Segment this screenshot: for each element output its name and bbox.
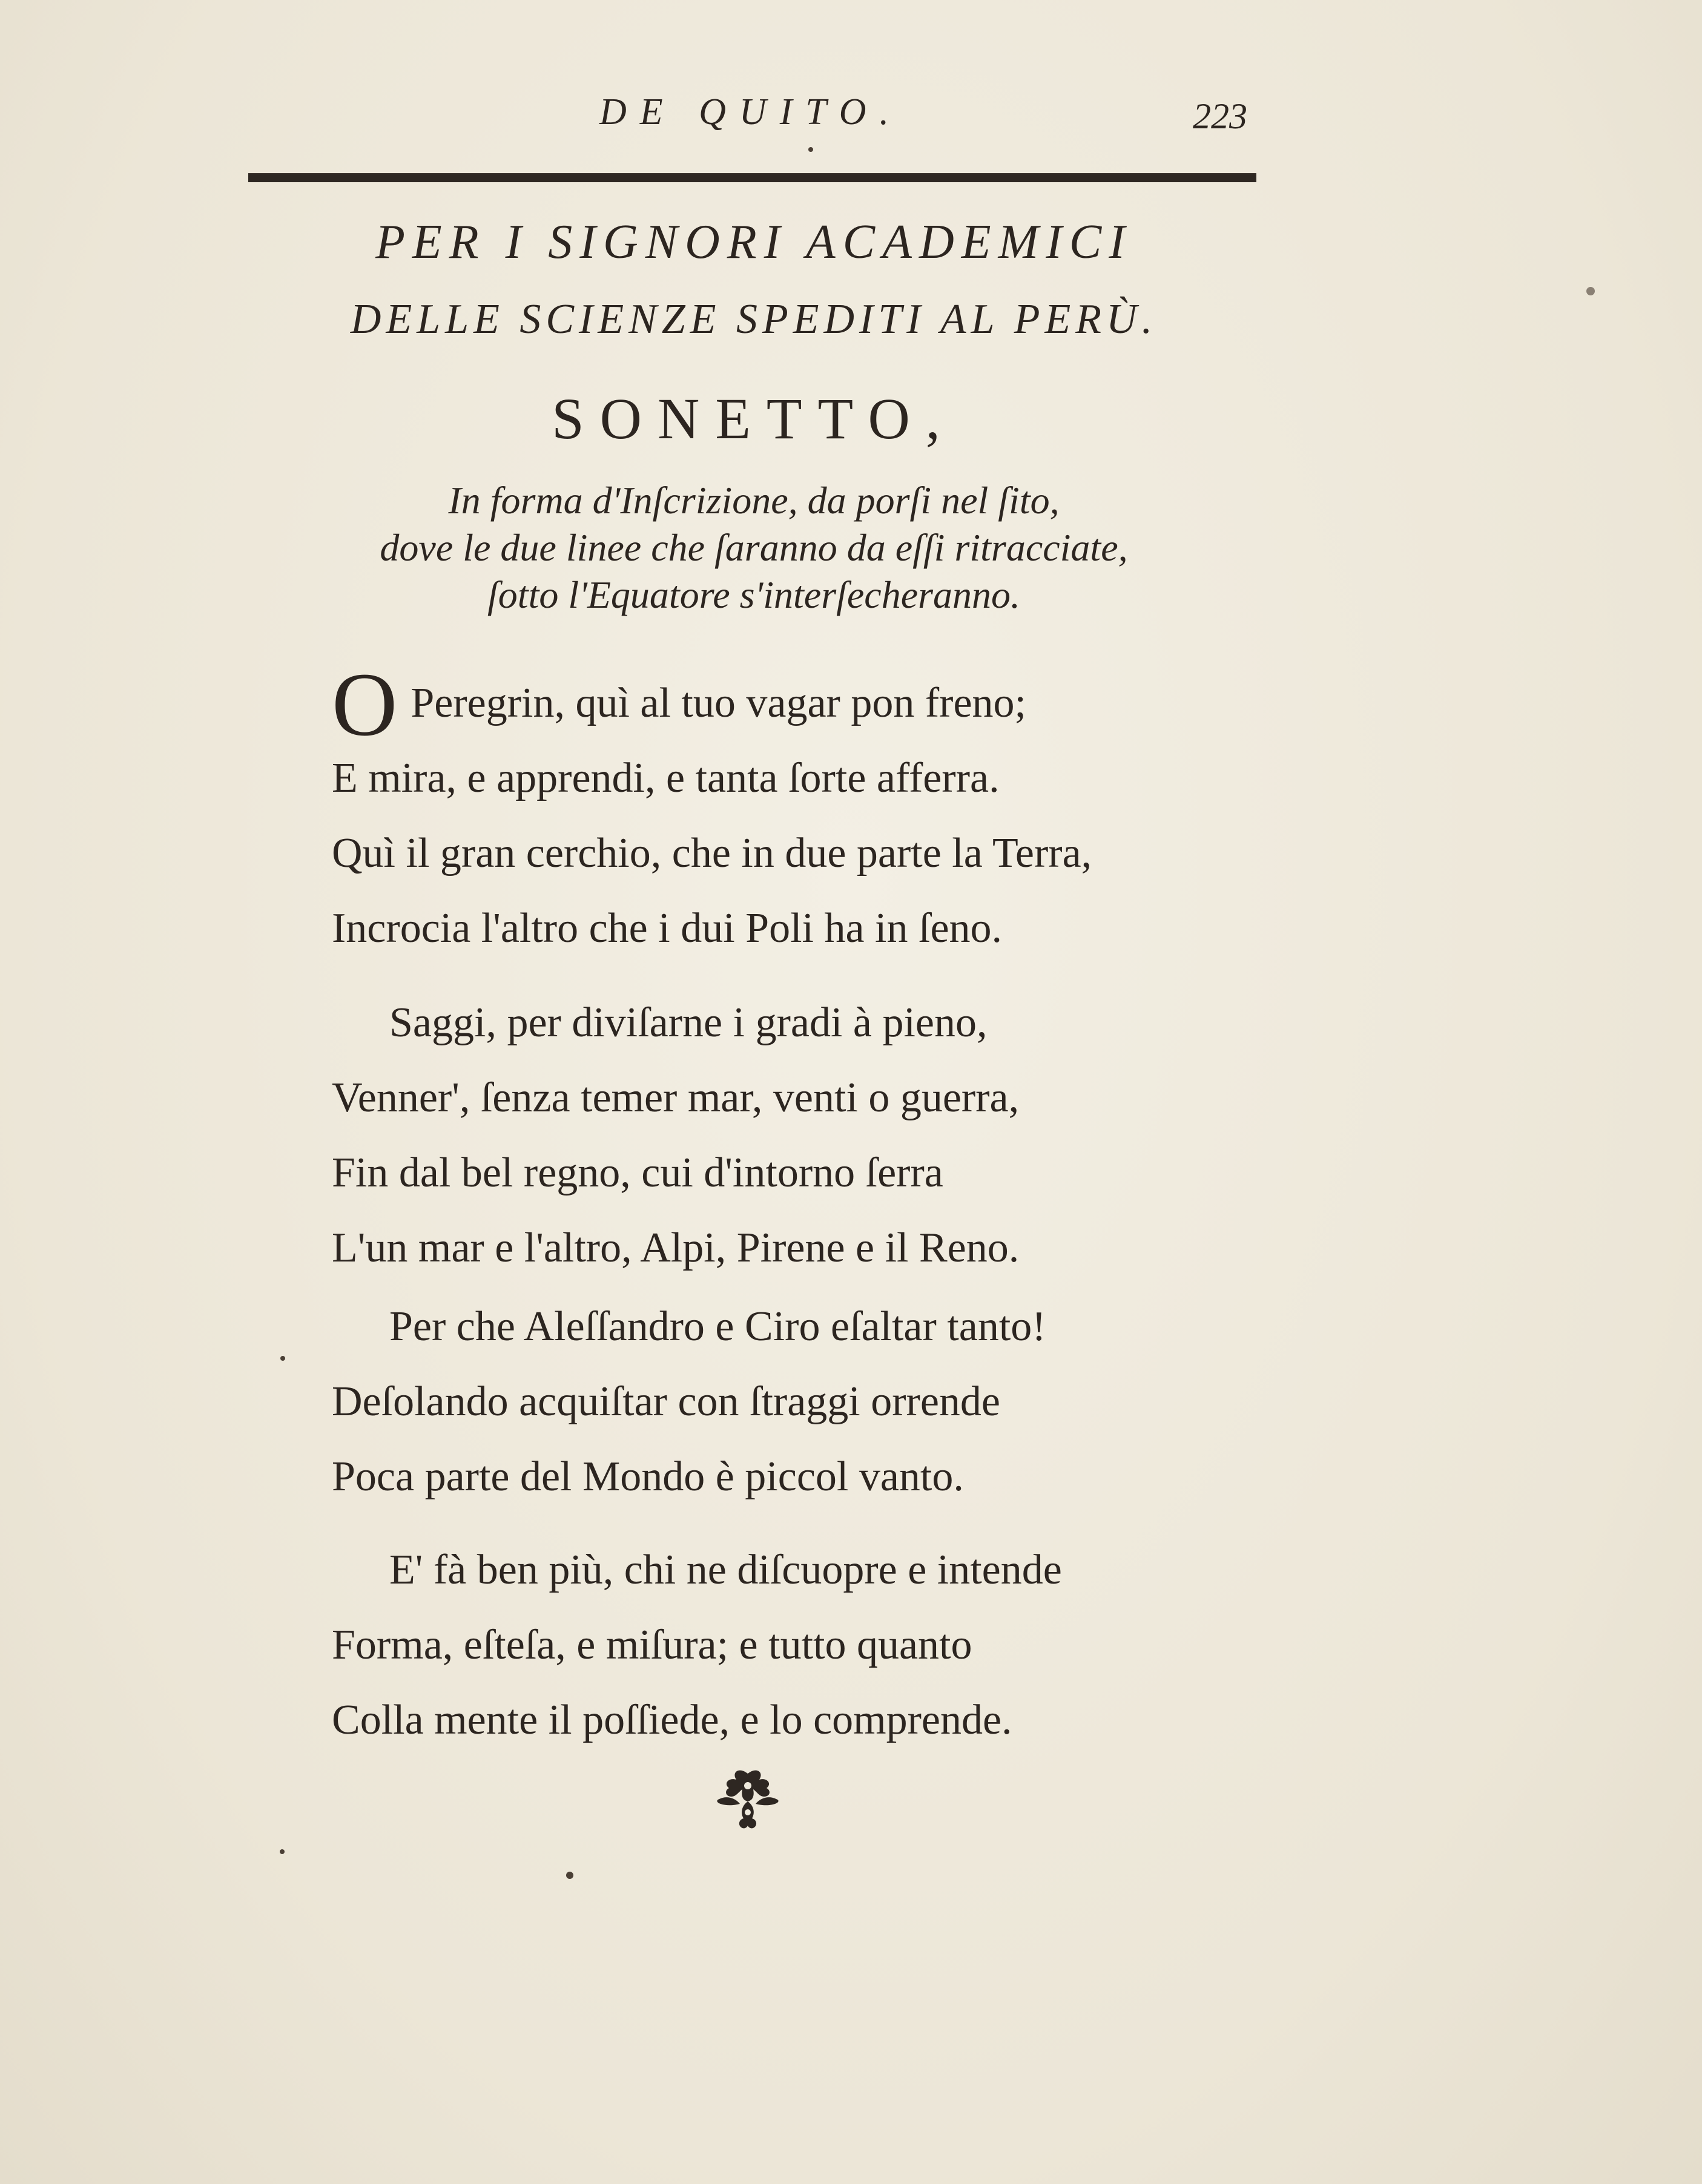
stanza-3	[332, 1289, 1276, 1515]
stanza-1	[332, 654, 1276, 966]
stanza-2-line-1: Saggi, per diviſarne i gradi à pieno,	[389, 999, 988, 1046]
stanza-2	[332, 985, 1276, 1286]
stanza-3-line-1: Per che Aleſſandro e Ciro eſaltar tanto!	[389, 1303, 1046, 1350]
stanza-1-line-1-text: Peregrin, quì al tuo vagar pon freno;	[411, 680, 1026, 726]
stanza-2-line-4: L'un mar e l'altro, Alpi, Pirene e il Reno.	[332, 1225, 1020, 1271]
ink-speck	[280, 1356, 285, 1361]
stanza-4-line-3: Colla mente il poſſiede, e lo comprende.	[332, 1697, 1012, 1743]
header-rule	[248, 173, 1256, 182]
stanza-2-line-3: Fin dal bel regno, cui d'intorno ſerra	[332, 1150, 943, 1196]
subtitle-line-1: In forma d'Inſcrizione, da porſi nel ſito,	[448, 479, 1060, 522]
running-head	[242, 91, 1259, 145]
stanza-1-line-4: Incrocia l'altro che i dui Poli ha in ſeno.	[332, 905, 1003, 952]
heading-line-2: DELLE SCIENZE SPEDITI AL PERÙ.	[350, 296, 1158, 343]
running-head-title: DE QUITO.	[599, 91, 902, 133]
subtitle-line-2: dove le due linee che ſaranno da eſſi ritracciate,	[380, 526, 1128, 569]
subtitle	[242, 477, 1265, 619]
stanza-3-line-2: Deſolando acquiſtar con ſtraggi orrende	[332, 1378, 1001, 1425]
stanza-4-line-1: E' fà ben più, chi ne diſcuopre e intende	[389, 1547, 1062, 1593]
stanza-3-line-3: Poca parte del Mondo è piccol vanto.	[332, 1453, 964, 1500]
stanza-4	[332, 1533, 1276, 1758]
heading-line-1: PER I SIGNORI ACADEMICI	[375, 215, 1132, 269]
stanza-1-line-3: Quì il gran cerchio, che in due parte la Terra,	[332, 830, 1092, 877]
stanza-2-line-2: Venner', ſenza temer mar, venti o guerra,	[332, 1074, 1020, 1121]
drop-cap: O	[332, 654, 398, 755]
ink-speck	[566, 1872, 573, 1879]
ink-speck	[280, 1849, 285, 1854]
sonetto-title: SONETTO,	[552, 386, 956, 451]
stanza-1-line-2: E mira, e apprendi, e tanta ſorte afferra.	[332, 755, 1000, 801]
ink-speck	[808, 147, 813, 152]
floral-tailpiece-icon	[702, 1761, 793, 1840]
subtitle-line-3: ſotto l'Equatore s'interſecheranno.	[487, 573, 1020, 616]
page-number: 223	[1193, 96, 1247, 136]
stanza-4-line-2: Forma, eſteſa, e miſura; e tutto quanto	[332, 1622, 972, 1668]
ink-speck	[1586, 287, 1595, 295]
stanza-1-line-1	[332, 654, 1276, 755]
